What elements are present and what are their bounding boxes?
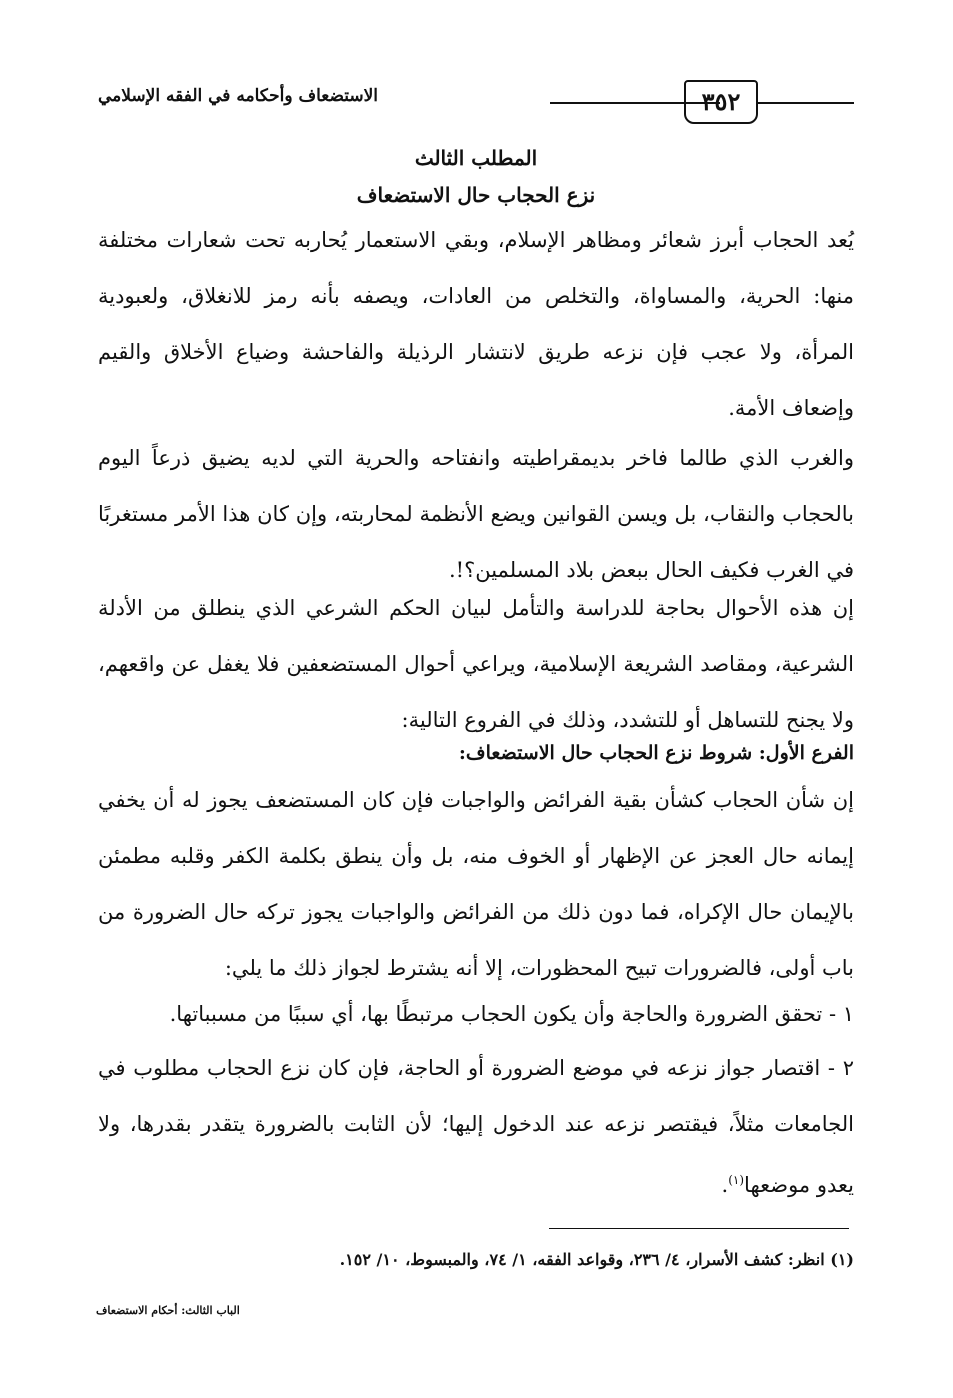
condition-2: ٢ - اقتصار جواز نزعه في موضع الضرورة أو الحاجة، فإن كان نزع الحجاب مطلوب في الجامعات مثلاً، فيقتصر نزعه عند الدخول إليها؛ لأن الثابت بالضرورة يتقدر بقدرها، ولا يعدو موضعها$^{(١)}$.: [98, 1056, 854, 1197]
running-title: الاستضعاف وأحكامه في الفقه الإسلامي: [98, 86, 379, 106]
section-title: المطلب الثالث: [414, 146, 538, 170]
header-rule-middle: [550, 102, 720, 104]
condition-1: ١ - تحقق الضرورة والحاجة وأن يكون الحجاب مرتبطًا بها، أي سببًا من مسبباتها.: [169, 1002, 854, 1026]
footnote: (١) انظر: كشف الأسرار، ٤/ ٢٣٦، وقواعد الفقه، ١/ ٧٤، والمبسوط، ١٠/ ١٥٢.: [339, 1250, 854, 1269]
branch-heading: الفرع الأول: شروط نزع الحجاب حال الاستضعاف:: [458, 742, 854, 764]
footnote-rule: [549, 1228, 849, 1229]
section-subtitle: نزع الحجاب حال الاستضعاف: [356, 183, 596, 207]
running-header: [98, 76, 854, 128]
condition-2-text: ٢ - اقتصار جواز نزعه في موضع الضرورة أو الحاجة، فإن كان نزع الحجاب مطلوب في الجامعات مثلاً، فيقتصر نزعه عند الدخول إليها؛ لأن الثابت بالضرورة يتقدر بقدرها، ولا يعدو موضعها: [98, 1056, 854, 1197]
footnote-marker: (١): [728, 1173, 745, 1187]
paragraph-2: والغرب الذي طالما فاخر بديمقراطيته وانفتاحه والحرية التي لديه يضيق ذرعاً اليوم بالحجاب والنقاب، بل ويسن القوانين ويضع الأنظمة لمحاربته، وإن كان هذا الأمر مستغربًا في الغرب فكيف الحال ببعض بلاد المسلمين؟!.: [98, 446, 854, 582]
page-number: ٣٥٢: [684, 80, 758, 124]
paragraph-1: يُعد الحجاب أبرز شعائر ومظاهر الإسلام، وبقي الاستعمار يُحاربه تحت شعارات مختلفة منها: الحرية، والمساواة، والتخلص من العادات، ويصفه بأنه رمز للانغلاق، ولعبودية المرأة، ولا عجب فإن نزعه طريق لانتشار الرذيلة والفاحشة وضياع الأخلاق والقيم وإضعاف الأمة.: [98, 228, 854, 420]
page-footer: الباب الثالث: أحكام الاستضعاف: [96, 1304, 240, 1317]
paragraph-3: إن هذه الأحوال بحاجة للدراسة والتأمل لبيان الحكم الشرعي الذي ينطلق من الأدلة الشرعية، ومقاصد الشريعة الإسلامية، ويراعي أحوال المستضعفين فلا يغفل عن واقعهم، ولا يجنح للتساهل أو للتشدد، وذلك في الفروع التالية:: [98, 596, 854, 732]
branch-paragraph: إن شأن الحجاب كشأن بقية الفرائض والواجبات فإن كان المستضعف يجوز له أن يخفي إيمانه حال العجز عن الإظهار أو الخوف منه، بل وأن ينطق بكلمة الكفر وقلبه مطمئن بالإيمان حال الإكراه، فما دون ذلك من الفرائض والواجبات يجوز تركه حال الضرورة من باب أولى، فالضرورات تبيح المحظورات، إلا أنه يشترط لجواز ذلك ما يلي:: [98, 788, 854, 980]
